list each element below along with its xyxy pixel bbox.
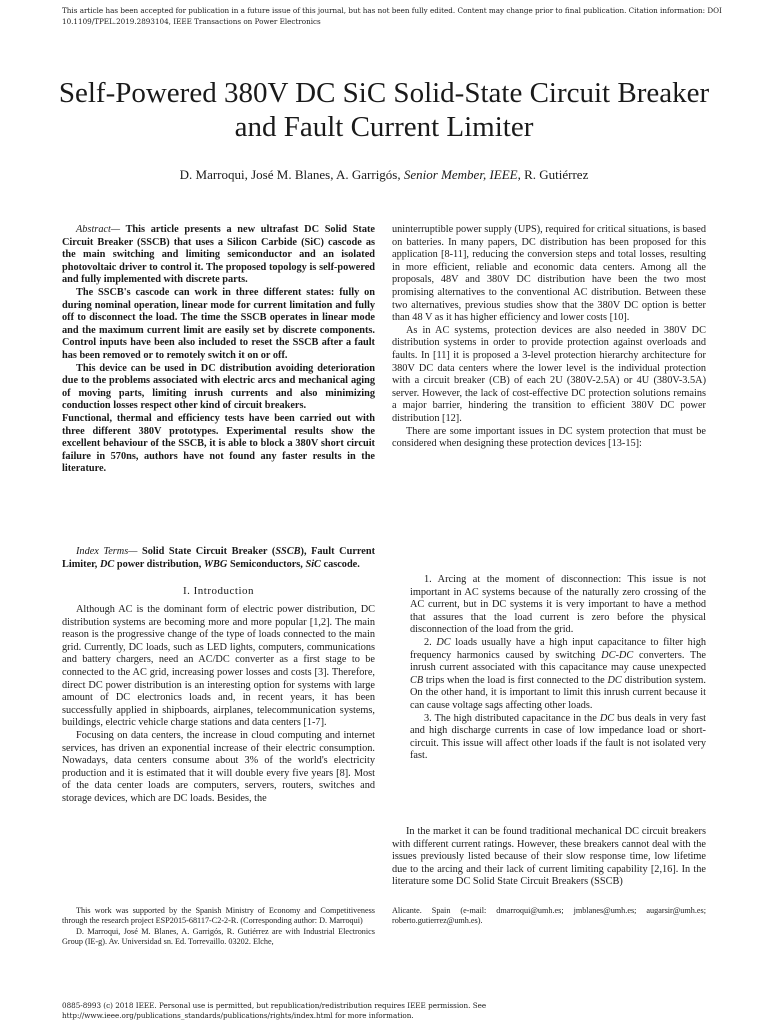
issue-2-i: distribution system. On the other hand, it is important to limit this inrush current because it can cause voltage sags affecting other loads. [410, 674, 706, 711]
abstract-p1-text: This article presents a new ultrafast DC Solid State Circuit Breaker (SSCB) that uses a Silicon Carbide (SiC) cascode as the main switching and limiting semiconductor and an isolated photovoltaic driver to control it. The proposed topology is self-powered and fully implemented with discrete parts. [62, 224, 375, 286]
abstract-label: Abstract— [76, 224, 121, 235]
footnote-affiliation: D. Marroqui, José M. Blanes, A. Garrigós, R. Gutiérrez are with Industrial Electronics Group (IE-g). Av. Universidad sn. Ed. Torrevaillo. 03202. Elche, [62, 926, 375, 947]
abstract-p2: The SSCB's cascode can work in three different states: fully on during nominal operation, linear mode for current limitation and fully off to disconnect the load. The time the SSCB operates in linear mode and the maximum current limit are easily set by discrete components. Control inputs have been also included to reset the SSCB after a fault has been removed or to remotely switch it on or off. [62, 286, 375, 361]
issue-2-c: loads usually have a high input capacitance to filter high frequency harmonics caused by switching [410, 636, 706, 661]
abstract-p3: This device can be used in DC distribution avoiding deterioration due to the problems associated with electric arcs and mechanical aging of moving parts, limiting inrush currents and also minimizing conduction losses respect other kind of circuit breakers. [62, 362, 375, 412]
funding-footnote [62, 906, 375, 948]
journal-header-note: This article has been accepted for publication in a future issue of this journal, but has not been fully edited. Content may change prior to final publication. Citation information: DOI 10.1109/TPEL.2019.2893104, IEEE Transactions on Power Electronics [62, 6, 722, 26]
authors-plain: D. Marroqui, José M. Blanes, A. Garrigós, [179, 167, 401, 182]
market-text: In the market it can be found traditional mechanical DC circuit breakers with different current ratings. However, these breakers cannot deal with the issues previously listed because of their slow response time, low lifetime due to the arcing and their lack of current limiting capability [2,16]. In the literature some DC Solid State Circuit Breakers (SSCB) [392, 826, 706, 888]
paper-title: Self-Powered 380V DC SiC Solid-State Circuit Breaker and Fault Current Limiter [58, 77, 710, 143]
issue-3-a: 3. The high distributed capacitance in the [424, 712, 600, 724]
issue-2-d: DC-DC [601, 649, 634, 661]
email-footnote: Alicante. Spain (e-mail: dmarroqui@umh.es; jmblanes@umh.es; augarsir@umh.es; roberto.gutierrez@umh.es). [392, 906, 706, 926]
index-term-1: Solid State Circuit Breaker ( [142, 546, 276, 557]
index-term-3: power distribution, [114, 558, 204, 570]
abstract-p1 [62, 224, 375, 287]
introduction-text [62, 604, 375, 806]
index-term-2i: DC [99, 558, 115, 570]
issue-2-h: DC [607, 674, 622, 686]
copyright-footer: 0885-8993 (c) 2018 IEEE. Personal use is permitted, but republication/redistribution requires IEEE permission. See http://www.ieee.org/publications_standards/publications/rights/index.html for more information. [62, 1001, 487, 1020]
issue-item-1: 1. Arcing at the moment of disconnection: This issue is not important in AC systems because of the naturally zero crossing of the AC current, but in DC systems it is very important to have a method that assures that the load current is zero before the physical disconnection of the load from the grid. [410, 574, 706, 636]
index-term-5: cascode. [320, 558, 360, 570]
right-column-text [392, 224, 706, 451]
issue-item-2 [410, 637, 706, 713]
issue-3-c: bus deals in very fast and high discharge currents in case of low impedance load or short-circuit. This issue will affect other loads if the fault is not isolated very fast. [410, 712, 706, 762]
index-term-2: ), Fault Current Limiter, [62, 546, 375, 570]
index-term-4i: SiC [305, 558, 321, 570]
abstract-p4: Functional, thermal and efficiency tests have been carried out with three different 380V prototypes. Experimental results show the excellent behaviour of the SSCB, it is able to block a 380V short circuit failure in 570ns, authors have not found any faster results in the literature. [62, 412, 375, 475]
issue-item-3 [410, 713, 706, 763]
intro-p2: Focusing on data centers, the increase in cloud computing and internet services, has driven an exponential increase of their electric consumption. Nowadays, data centers consume about 3% of the world's electricity production and it is estimated that it will double every five years [8]. Most of the data center loads are computers, servers, routers, switches and storage devices, which are DC loads. Besides, the [62, 729, 375, 804]
index-terms [62, 546, 375, 571]
index-term-4: Semiconductors, [227, 558, 306, 570]
index-term-1i: SSCB [275, 546, 301, 557]
issue-2-g: trips when the load is first connected to the [423, 674, 608, 686]
issue-2-e: converters. The inrush current associated with this capacitance may cause unexpected [410, 649, 706, 674]
issues-list [410, 574, 706, 763]
authors-last: R. Gutiérrez [524, 167, 589, 182]
issue-2-a: 2. [424, 636, 437, 648]
issue-3-b: DC [599, 712, 615, 724]
right-p3: There are some important issues in DC system protection that must be considered when designing these protection devices [13-15]: [392, 425, 706, 450]
section-heading-introduction: I. Introduction [182, 585, 255, 597]
abstract-section [62, 224, 375, 476]
authors-role: Senior Member, IEEE, [403, 167, 521, 182]
index-terms-label: Index Terms— [76, 546, 138, 557]
index-term-3i: WBG [203, 558, 228, 570]
issue-2-f: CB [410, 674, 424, 686]
issue-2-b: DC [436, 636, 451, 648]
author-list [40, 167, 728, 183]
market-paragraph [392, 826, 706, 889]
footnote-funding: This work was supported by the Spanish Ministry of Economy and Competitiveness through the research project ESP2015-68117-C2-2-R. (Corresponding author: D. Marroqui) [62, 906, 375, 926]
right-p1: uninterruptible power supply (UPS), required for critical situations, is based on batteries. In many papers, DC distribution has been proposed for this application [8-11], reducing the conversion steps and total losses, resulting in more efficient, reliable and economic data centers. Among all the proposals, 48V and 380V DC distribution have been the two most promising alternatives to the conventional AC distribution. Between these two alternatives, previous studies show that the 380V DC option is better than 48 V as it has higher efficiency and lower costs [10]. [392, 224, 706, 324]
right-p2: As in AC systems, protection devices are also needed in 380V DC distribution systems in order to provide protection against overloads and faults. In [11] it is proposed a 3-level protection hierarchy architecture for 380V DC data centers where the lower level is the individual protection with a circuit breaker (CB) of each 2U (380V-2.5A) or 4U (380V-3.5A) server. However, the lack of cost-effective DC protection solutions remains a major barrier, hindering the transition to efficient 380V DC power distribution [12]. [392, 324, 706, 424]
intro-p1: Although AC is the dominant form of electric power distribution, DC distribution systems are becoming more and more popular [1,2]. The main reason is the progressive change of the type of loads connected to the main grid. Currently, DC loads, such as LED lights, computers, communications and battery chargers, need an AC/DC converter as a first stage to be connected to the AC grid, increasing power losses and costs [3]. Therefore, direct DC power distribution is an interesting option for systems with large amount of DC electronics loads and, in recent years, it has been successfully applied in shipboards, airplanes, telecommunication systems, buildings, electric vehicle charge stations and data centers [1-7]. [62, 604, 375, 729]
